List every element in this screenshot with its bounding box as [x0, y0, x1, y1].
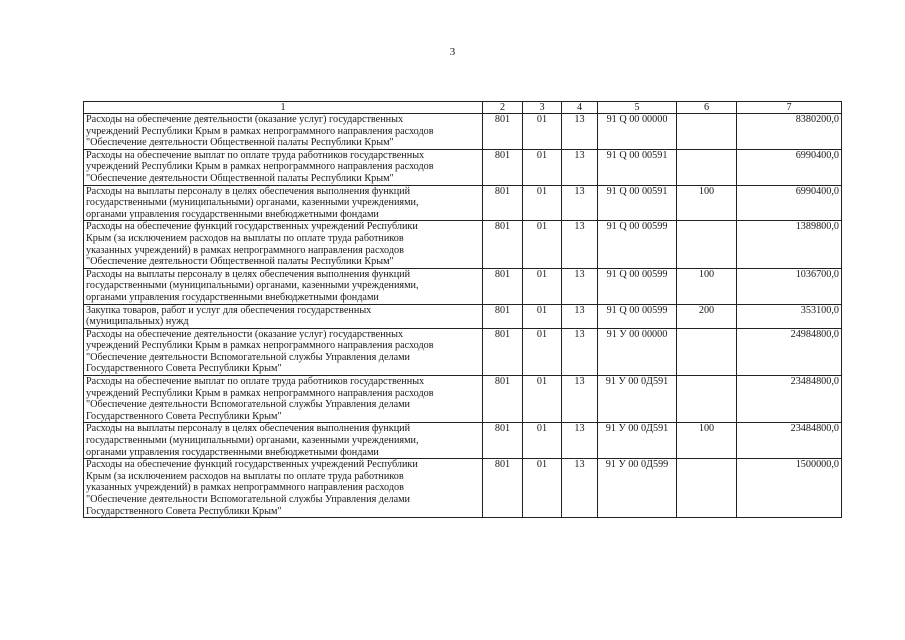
- description-line: государственными (муниципальными) органами, казенными учреждениями,: [86, 197, 419, 209]
- code-target-article: 91 У 00 0Д591: [598, 423, 677, 459]
- description-line: (муниципальных) нужд: [86, 316, 189, 328]
- code-ministry: 801: [483, 423, 523, 459]
- code-subsection: 13: [562, 221, 598, 268]
- row-description: [84, 304, 483, 328]
- code-subsection: 13: [562, 114, 598, 150]
- description-line: Расходы на обеспечение деятельности (оказание услуг) государственных: [86, 114, 404, 125]
- code-section: 01: [523, 149, 562, 185]
- code-target-article: 91 Q 00 00599: [598, 221, 677, 268]
- amount: 1389800,0: [737, 221, 842, 268]
- code-section: 01: [523, 376, 562, 423]
- row-description: [84, 268, 483, 304]
- code-target-article: 91 Q 00 00599: [598, 268, 677, 304]
- description-line: учреждений Республики Крым в рамках непрограммного направления расходов: [86, 125, 434, 137]
- row-description: [84, 114, 483, 150]
- description-line: Закупка товаров, работ и услуг для обеспечения государственных: [86, 304, 372, 316]
- description-line: органами управления государственными внебюджетными фондами: [86, 208, 379, 220]
- description-line: органами управления государственными внебюджетными фондами: [86, 291, 379, 303]
- description-line: Государственного Совета Республики Крым": [86, 410, 282, 422]
- description-line: "Обеспечение деятельности Вспомогательной службы Управления делами: [86, 494, 411, 505]
- table-row: [84, 114, 842, 150]
- description-line: Расходы на выплаты персоналу в целях обеспечения выполнения функций: [86, 268, 411, 280]
- description-line: Расходы на обеспечение функций государственных учреждений Республики: [86, 459, 418, 471]
- description-line: Расходы на обеспечение функций государственных учреждений Республики: [86, 221, 418, 233]
- code-subsection: 13: [562, 423, 598, 459]
- code-expense-type: [677, 149, 737, 185]
- amount: 1500000,0: [737, 459, 842, 518]
- amount: 1036700,0: [737, 268, 842, 304]
- code-expense-type: [677, 376, 737, 423]
- row-description: [84, 423, 483, 459]
- code-ministry: 801: [483, 459, 523, 518]
- column-header: 4: [562, 102, 598, 114]
- code-expense-type: 200: [677, 304, 737, 328]
- description-line: Расходы на обеспечение выплат по оплате труда работников государственных: [86, 149, 425, 161]
- description-line: указанных учреждений) в рамках непрограммного направления расходов: [86, 482, 404, 494]
- row-description: [84, 221, 483, 268]
- code-section: 01: [523, 328, 562, 375]
- table-row: [84, 328, 842, 375]
- code-expense-type: 100: [677, 268, 737, 304]
- description-line: указанных учреждений) в рамках непрограммного направления расходов: [86, 244, 404, 256]
- column-header: 5: [598, 102, 677, 114]
- table-row: [84, 423, 842, 459]
- description-line: органами управления государственными внебюджетными фондами: [86, 446, 379, 458]
- column-header: 3: [523, 102, 562, 114]
- table-row: [84, 376, 842, 423]
- code-target-article: 91 Q 00 00591: [598, 185, 677, 221]
- description-line: Расходы на обеспечение выплат по оплате труда работников государственных: [86, 376, 425, 388]
- amount: 6990400,0: [737, 149, 842, 185]
- code-ministry: 801: [483, 304, 523, 328]
- code-subsection: 13: [562, 268, 598, 304]
- description-line: Крым (за исключением расходов на выплаты по оплате труда работников: [86, 470, 404, 482]
- row-description: [84, 459, 483, 518]
- description-line: Крым (за исключением расходов на выплаты по оплате труда работников: [86, 232, 404, 244]
- table-row: [84, 304, 842, 328]
- code-target-article: 91 Q 00 00599: [598, 304, 677, 328]
- description-line: учреждений Республики Крым в рамках непрограммного направления расходов: [86, 340, 434, 352]
- code-ministry: 801: [483, 328, 523, 375]
- code-subsection: 13: [562, 328, 598, 375]
- amount: 23484800,0: [737, 423, 842, 459]
- code-ministry: 801: [483, 268, 523, 304]
- code-target-article: 91 У 00 0Д599: [598, 459, 677, 518]
- code-section: 01: [523, 304, 562, 328]
- table-row: [84, 459, 842, 518]
- amount: 23484800,0: [737, 376, 842, 423]
- description-line: "Обеспечение деятельности Вспомогательной службы Управления делами: [86, 399, 411, 411]
- code-expense-type: [677, 221, 737, 268]
- description-line: "Обеспечение деятельности Общественной палаты Республики Крым": [86, 256, 394, 268]
- code-target-article: 91 Q 00 00000: [598, 114, 677, 150]
- row-description: [84, 149, 483, 185]
- code-target-article: 91 Q 00 00591: [598, 149, 677, 185]
- code-expense-type: [677, 328, 737, 375]
- code-section: 01: [523, 459, 562, 518]
- code-subsection: 13: [562, 149, 598, 185]
- code-ministry: 801: [483, 114, 523, 150]
- column-header: 2: [483, 102, 523, 114]
- row-description: [84, 376, 483, 423]
- code-expense-type: [677, 114, 737, 150]
- description-line: "Обеспечение деятельности Вспомогательной службы Управления делами: [86, 351, 411, 363]
- code-section: 01: [523, 185, 562, 221]
- code-expense-type: [677, 459, 737, 518]
- header-row: [84, 102, 842, 114]
- code-ministry: 801: [483, 221, 523, 268]
- description-line: учреждений Республики Крым в рамках непрограммного направления расходов: [86, 161, 434, 173]
- amount: 24984800,0: [737, 328, 842, 375]
- column-header: 1: [84, 102, 483, 114]
- code-ministry: 801: [483, 149, 523, 185]
- code-subsection: 13: [562, 304, 598, 328]
- row-description: [84, 328, 483, 375]
- table-row: [84, 268, 842, 304]
- code-section: 01: [523, 221, 562, 268]
- description-line: государственными (муниципальными) органами, казенными учреждениями,: [86, 435, 419, 447]
- row-description: [84, 185, 483, 221]
- description-line: Государственного Совета Республики Крым": [86, 505, 282, 517]
- description-line: Расходы на выплаты персоналу в целях обеспечения выполнения функций: [86, 423, 411, 435]
- code-section: 01: [523, 268, 562, 304]
- code-target-article: 91 У 00 0Д591: [598, 376, 677, 423]
- code-target-article: 91 У 00 00000: [598, 328, 677, 375]
- amount: 353100,0: [737, 304, 842, 328]
- code-expense-type: 100: [677, 185, 737, 221]
- page-number: 3: [449, 46, 456, 58]
- table-row: [84, 185, 842, 221]
- code-section: 01: [523, 423, 562, 459]
- amount: 8380200,0: [737, 114, 842, 150]
- code-subsection: 13: [562, 185, 598, 221]
- description-line: Государственного Совета Республики Крым": [86, 363, 282, 375]
- budget-table: [83, 101, 842, 518]
- code-subsection: 13: [562, 459, 598, 518]
- column-header: 7: [737, 102, 842, 114]
- code-ministry: 801: [483, 376, 523, 423]
- description-line: государственными (муниципальными) органами, казенными учреждениями,: [86, 280, 419, 292]
- table-row: [84, 149, 842, 185]
- code-expense-type: 100: [677, 423, 737, 459]
- code-section: 01: [523, 114, 562, 150]
- code-subsection: 13: [562, 376, 598, 423]
- description-line: Расходы на выплаты персоналу в целях обеспечения выполнения функций: [86, 185, 411, 197]
- code-ministry: 801: [483, 185, 523, 221]
- description-line: "Обеспечение деятельности Общественной палаты Республики Крым": [86, 172, 394, 184]
- column-header: 6: [677, 102, 737, 114]
- description-line: Расходы на обеспечение деятельности (оказание услуг) государственных: [86, 328, 404, 340]
- amount: 6990400,0: [737, 185, 842, 221]
- description-line: учреждений Республики Крым в рамках непрограммного направления расходов: [86, 387, 434, 399]
- description-line: "Обеспечение деятельности Общественной палаты Республики Крым": [86, 137, 394, 149]
- table-row: [84, 221, 842, 268]
